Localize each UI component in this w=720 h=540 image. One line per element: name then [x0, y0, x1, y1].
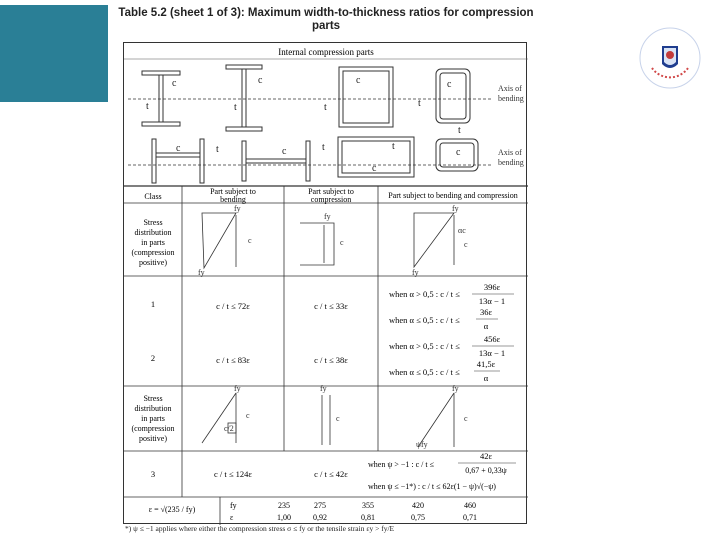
svg-text:0,81: 0,81 — [361, 513, 375, 522]
svg-text:c: c — [246, 411, 250, 420]
epsilon-formula: ε = √(235 / fy) — [148, 505, 196, 514]
accent-band — [0, 5, 108, 102]
class-3-bending: c / t ≤ 124ε — [214, 469, 252, 479]
h-section-sketch — [152, 139, 219, 183]
section-sketches-row2 — [128, 125, 492, 183]
svg-text:c: c — [456, 147, 461, 158]
class-3-bc-num-a: 42ε — [479, 451, 493, 461]
svg-text:0,92: 0,92 — [313, 513, 327, 522]
stress-diagram-labels-1 — [198, 204, 468, 277]
class-2-compression: c / t ≤ 38ε — [314, 355, 348, 365]
svg-text:in parts: in parts — [141, 414, 165, 423]
class-2-bending: c / t ≤ 83ε — [216, 355, 250, 365]
rhs-section-sketch-2 — [436, 125, 478, 171]
class-1-bc-b: when α ≤ 0,5 : c / t ≤ — [389, 315, 460, 325]
svg-text:c: c — [336, 414, 340, 423]
svg-text:c: c — [172, 78, 177, 89]
table-drawing — [124, 43, 528, 525]
svg-text:t: t — [146, 101, 149, 112]
svg-text:c: c — [356, 75, 361, 86]
axis-bending-label-2: Axis of — [498, 148, 522, 157]
class-3: 3 — [150, 469, 156, 479]
svg-text:distribution: distribution — [134, 228, 172, 237]
svg-text:t: t — [458, 125, 461, 136]
svg-text:t: t — [216, 144, 219, 155]
axis-bending-label-1: Axis of — [498, 84, 522, 93]
svg-text:fy: fy — [412, 268, 419, 277]
section-sketches-row1 — [128, 65, 492, 131]
class-2-bc-num-b: 41,5ε — [476, 359, 496, 369]
class-2-bc-den-b: α — [483, 373, 489, 383]
svg-text:positive): positive) — [139, 434, 167, 443]
svg-text:fy: fy — [234, 204, 241, 213]
class-1-compression: c / t ≤ 33ε — [314, 301, 348, 311]
col-header-bending-1: Part subject to — [210, 187, 256, 196]
svg-text:ψfy: ψfy — [416, 440, 428, 449]
class-3-bc-b: when ψ ≤ −1*) : c / t ≤ 62ε(1 − ψ)√(−ψ) — [368, 482, 496, 491]
stress-diagrams-2 — [202, 393, 454, 447]
svg-text:fy: fy — [320, 384, 327, 393]
svg-text:positive): positive) — [139, 258, 167, 267]
svg-text:in parts: in parts — [141, 238, 165, 247]
svg-text:355: 355 — [362, 501, 374, 510]
col-header-bending-compression: Part subject to bending and compression — [388, 191, 518, 200]
svg-text:fy: fy — [324, 212, 331, 221]
class-3-bc-a: when ψ > −1 : c / t ≤ — [368, 460, 434, 469]
stress-diagram-labels-2 — [224, 384, 468, 449]
svg-text:c: c — [372, 163, 377, 174]
svg-text:t: t — [234, 102, 237, 113]
svg-text:c: c — [282, 146, 287, 157]
class-rows — [149, 282, 516, 514]
stress-label-2 — [131, 394, 174, 443]
stress-diagrams-1 — [202, 213, 454, 268]
class-1-bc-a: when α > 0,5 : c / t ≤ — [389, 289, 460, 299]
class-1-bc-num-b: 36ε — [479, 307, 493, 317]
university-seal-icon — [630, 18, 710, 98]
class-2-bc-den-a: 13α − 1 — [478, 348, 506, 358]
col-header-compression-2: compression — [310, 195, 352, 204]
box-section-sketch — [324, 67, 393, 127]
svg-text:c: c — [258, 75, 263, 86]
axis-bending-label-2b: bending — [498, 158, 524, 167]
col-header-class: Class — [144, 192, 162, 201]
class-2: 2 — [150, 353, 156, 363]
table-title-line2: parts — [311, 20, 341, 32]
eps-label: ε — [230, 513, 234, 522]
fy-eps-values — [230, 501, 477, 522]
svg-text:t: t — [392, 141, 395, 152]
svg-text:275: 275 — [314, 501, 326, 510]
svg-text:fy: fy — [234, 384, 241, 393]
col-header-compression-1: Part subject to — [308, 187, 354, 196]
svg-text:c: c — [447, 79, 452, 90]
axis-bending-label-1b: bending — [498, 94, 524, 103]
svg-text:(compression: (compression — [131, 424, 175, 433]
class-2-bc-num-a: 456ε — [483, 334, 501, 344]
svg-text:αc: αc — [458, 226, 466, 235]
stress-label-1 — [131, 218, 174, 267]
rhs-section-sketch — [418, 69, 470, 123]
svg-text:fy: fy — [198, 268, 205, 277]
class-2-bc-b: when α ≤ 0,5 : c / t ≤ — [389, 367, 460, 377]
box-section-sketch-wide — [338, 137, 414, 177]
svg-text:t: t — [324, 102, 327, 113]
svg-text:c: c — [248, 236, 252, 245]
svg-text:235: 235 — [278, 501, 290, 510]
svg-text:c: c — [464, 240, 468, 249]
class-3-compression: c / t ≤ 42ε — [314, 469, 348, 479]
svg-text:Stress: Stress — [143, 394, 163, 403]
document-sheet — [117, 5, 535, 535]
svg-text:(compression: (compression — [131, 248, 175, 257]
class-1-bc-den-b: α — [483, 321, 489, 331]
i-section-sketch — [142, 71, 180, 126]
class-1-bc-num-a: 396ε — [483, 282, 501, 292]
footnote: *) ψ ≤ −1 applies where either the compression stress σ ≤ fy or the tensile strain εy > fy/E — [125, 524, 395, 533]
svg-text:fy: fy — [452, 384, 459, 393]
svg-text:420: 420 — [412, 501, 424, 510]
svg-text:460: 460 — [464, 501, 476, 510]
svg-text:c: c — [176, 143, 181, 154]
svg-text:0,75: 0,75 — [411, 513, 425, 522]
table-title — [117, 7, 535, 33]
class-2-bc-a: when α > 0,5 : c / t ≤ — [389, 341, 460, 351]
class-1-bc-den-a: 13α − 1 — [478, 296, 506, 306]
col-header-bending-2: bending — [220, 195, 246, 204]
class-1: 1 — [150, 299, 156, 309]
section-heading: Internal compression parts — [278, 47, 374, 57]
svg-text:0,71: 0,71 — [463, 513, 477, 522]
table-title-line1: Table 5.2 (sheet 1 of 3): Maximum width-to-thickness ratios for compression — [118, 7, 534, 19]
h-section-sketch-2 — [242, 141, 325, 181]
svg-text:1,00: 1,00 — [277, 513, 291, 522]
fy-label: fy — [230, 501, 237, 510]
svg-text:distribution: distribution — [134, 404, 172, 413]
svg-text:c: c — [464, 414, 468, 423]
svg-text:t: t — [322, 142, 325, 153]
svg-text:fy: fy — [452, 204, 459, 213]
table-frame — [123, 42, 527, 524]
svg-text:c/2: c/2 — [224, 424, 234, 433]
class-3-bc-den-a: 0,67 + 0,33ψ — [465, 466, 507, 475]
svg-text:c: c — [340, 238, 344, 247]
svg-text:t: t — [418, 98, 421, 109]
i-section-sketch-2 — [226, 65, 263, 131]
class-1-bending: c / t ≤ 72ε — [216, 301, 250, 311]
svg-text:Stress: Stress — [143, 218, 163, 227]
